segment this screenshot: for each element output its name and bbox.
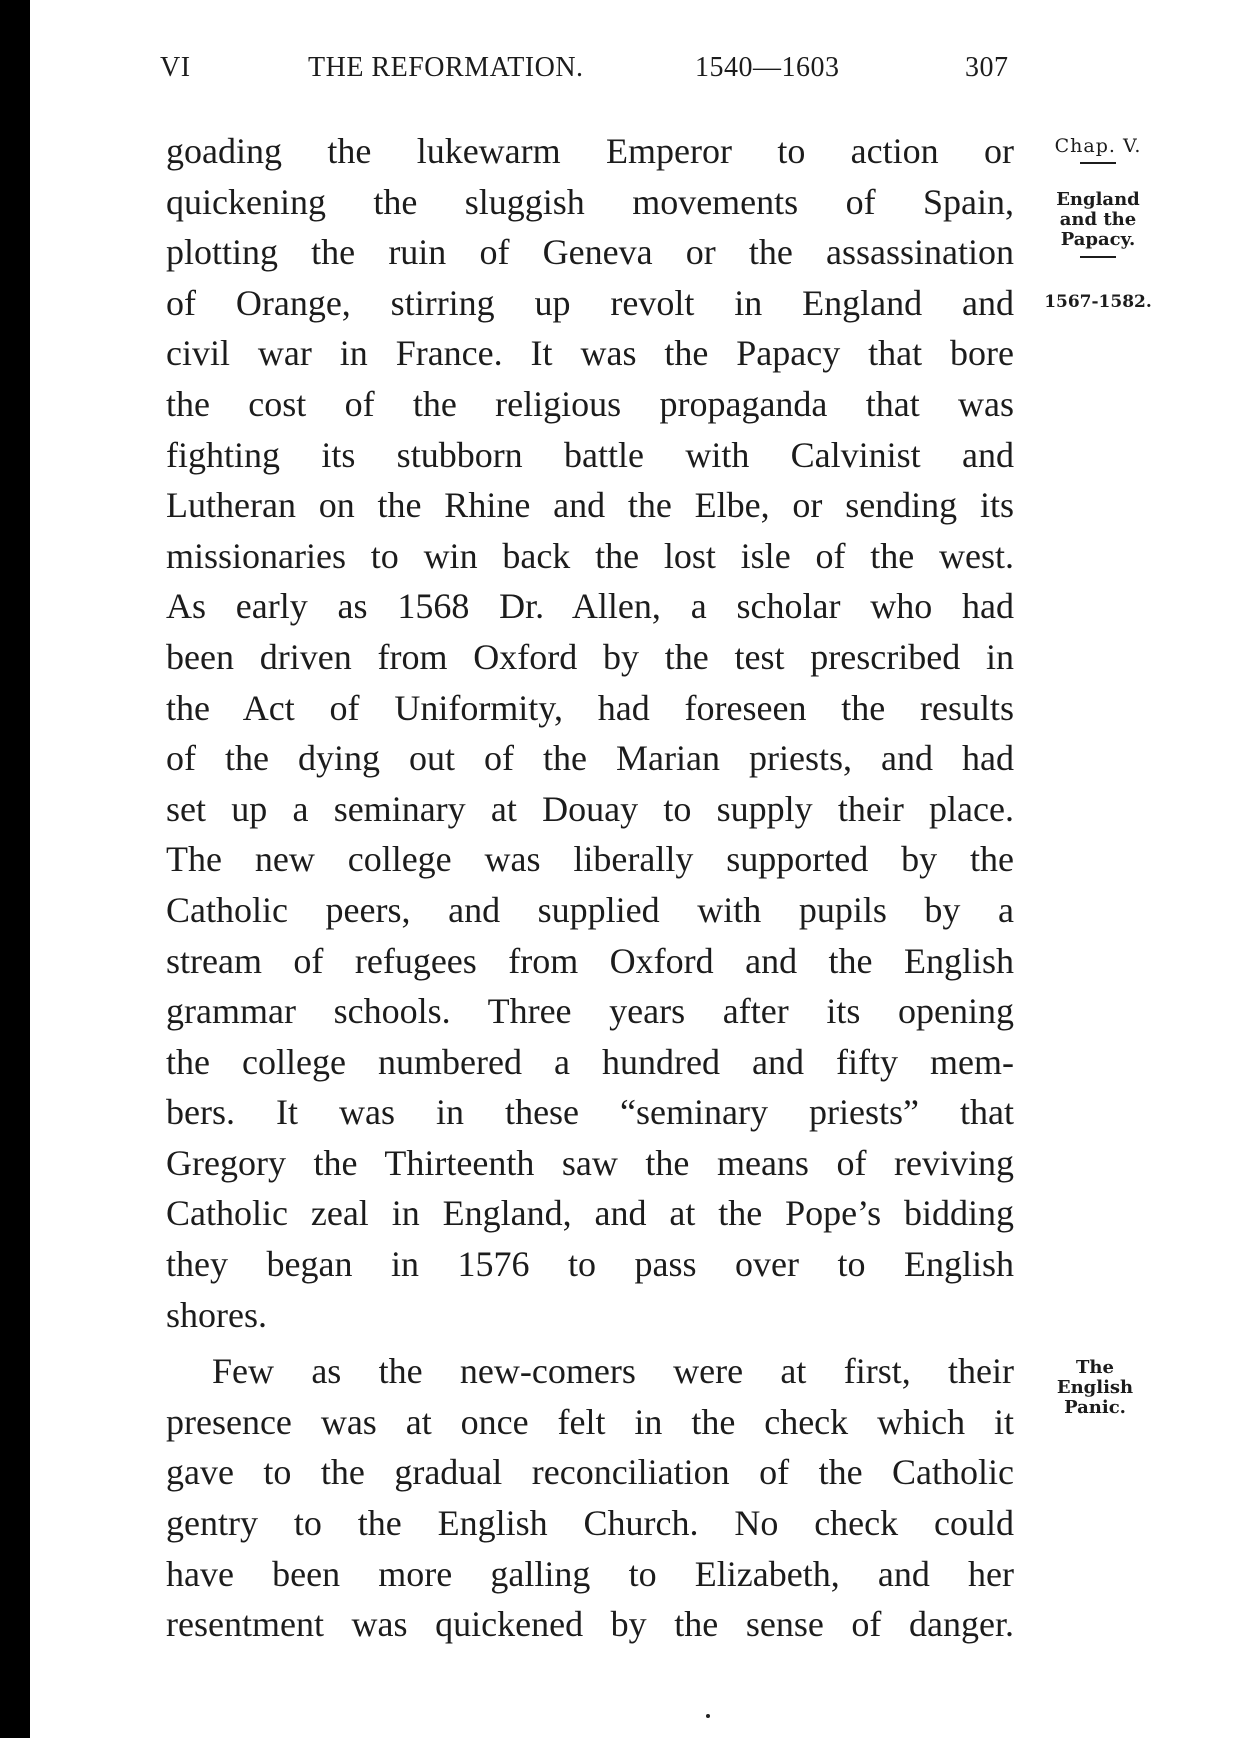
text-line: gave to the gradual reconciliation of the Catholic <box>166 1452 1014 1493</box>
text-line: As early as 1568 Dr. Allen, a scholar who had <box>166 586 1014 627</box>
topic-line: Panic. <box>1064 1397 1126 1418</box>
text-line: grammar schools. Three years after its opening <box>166 991 1014 1032</box>
text-line: plotting the ruin of Geneva or the assassination <box>166 232 1014 273</box>
text-line: Few as the new-comers were at first, their <box>212 1351 1014 1392</box>
topic-line: and the <box>1059 209 1137 230</box>
marginal-topic-england-papacy <box>1038 190 1158 258</box>
marginal-rule <box>1080 256 1116 258</box>
page-edge-bar <box>0 0 30 1738</box>
text-line: Gregory the Thirteenth saw the means of reviving <box>166 1142 1014 1183</box>
text-line: have been more galling to Elizabeth, and her <box>166 1553 1014 1594</box>
text-line: of Orange, stirring up revolt in England and <box>166 282 1014 323</box>
text-line: been driven from Oxford by the test prescribed in <box>166 636 1014 677</box>
marginal-topic-english-panic <box>1040 1358 1150 1418</box>
text-line: set up a seminary at Douay to supply their place. <box>166 788 1014 829</box>
book-title: THE REFORMATION. <box>308 52 584 83</box>
topic-line: English <box>1056 1377 1134 1398</box>
marginal-date-range: 1567-1582. <box>1044 292 1152 312</box>
text-line: presence was at once felt in the check which it <box>166 1401 1014 1442</box>
text-line: shores. <box>166 1294 267 1335</box>
text-line: missionaries to win back the lost isle of the west. <box>166 535 1014 576</box>
section-number: VI <box>160 52 191 83</box>
chapter-label: Chap. V. <box>1054 135 1142 157</box>
text-line: resentment was quickened by the sense of danger. <box>166 1604 1014 1645</box>
text-line: the Act of Uniformity, had foreseen the results <box>166 687 1014 728</box>
text-line: they began in 1576 to pass over to English <box>166 1244 1014 1285</box>
date-range: 1540—1603 <box>695 52 840 83</box>
topic-line: England <box>1056 189 1140 210</box>
marginal-chapter-note <box>1038 136 1158 164</box>
text-line: bers. It was in these “seminary priests” that <box>166 1092 1014 1133</box>
running-head <box>0 52 1259 92</box>
text-line: quickening the sluggish movements of Spain, <box>166 181 1014 222</box>
text-line: civil war in France. It was the Papacy that bore <box>166 333 1014 374</box>
print-speck <box>706 1714 710 1718</box>
topic-line: The <box>1076 1357 1114 1378</box>
text-line: of the dying out of the Marian priests, and had <box>166 738 1014 779</box>
topic-line: Papacy. <box>1060 229 1136 250</box>
text-line: gentry to the English Church. No check could <box>166 1503 1014 1544</box>
page-number: 307 <box>965 52 1009 83</box>
text-line: Lutheran on the Rhine and the Elbe, or sending its <box>166 485 1014 526</box>
text-line: goading the lukewarm Emperor to action or <box>166 131 1014 171</box>
text-line: The new college was liberally supported by the <box>166 839 1014 880</box>
text-line: Catholic peers, and supplied with pupils by a <box>166 889 1014 930</box>
text-line: fighting its stubborn battle with Calvinist and <box>166 434 1014 475</box>
text-line: the cost of the religious propaganda that was <box>166 383 1014 424</box>
text-line: Catholic zeal in England, and at the Pope’s bidding <box>166 1193 1014 1234</box>
marginal-rule <box>1080 162 1116 164</box>
text-line: the college numbered a hundred and fifty mem- <box>166 1041 1014 1082</box>
main-text <box>166 126 1014 1650</box>
text-line: stream of refugees from Oxford and the English <box>166 940 1014 981</box>
